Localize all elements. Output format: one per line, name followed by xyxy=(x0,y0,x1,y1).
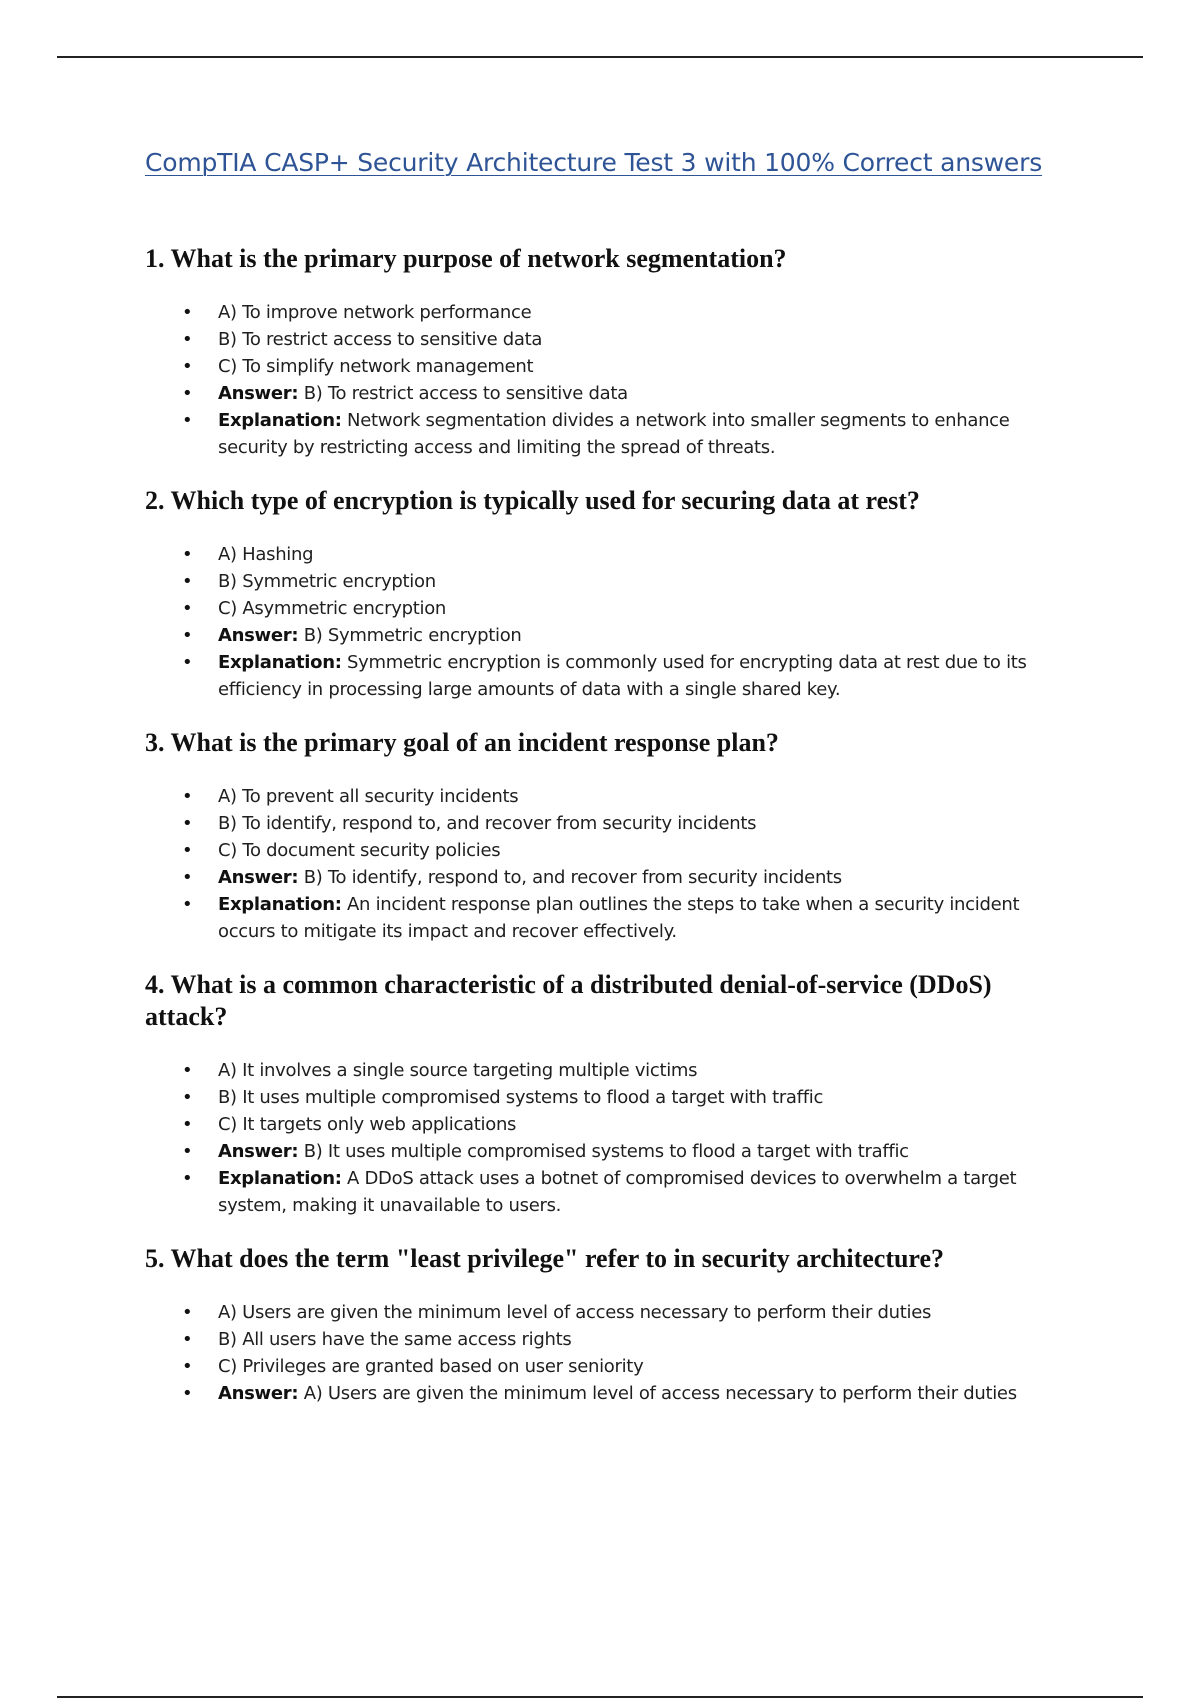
answer-label: Answer: xyxy=(218,383,299,404)
bullet-icon: • xyxy=(182,1356,193,1377)
question-heading: 2. Which type of encryption is typically used for securing data at rest? xyxy=(145,486,920,515)
bullet-icon: • xyxy=(182,356,193,377)
question-3 xyxy=(145,727,1075,945)
option-b: • B) Symmetric encryption xyxy=(145,568,1075,595)
answer-line xyxy=(145,1138,1075,1165)
option-b: • B) All users have the same access rights xyxy=(145,1326,1075,1353)
bullet-icon: • xyxy=(182,867,193,888)
option-b: • B) To identify, respond to, and recover from security incidents xyxy=(145,810,1075,837)
option-list xyxy=(145,299,1075,461)
answer-label: Answer: xyxy=(218,867,299,888)
option-list xyxy=(145,541,1075,703)
explanation-text: Network segmentation divides a network into smaller segments to enhance security by restricting access and limiting the spread of threats. xyxy=(218,410,1010,458)
answer-label: Answer: xyxy=(218,1141,299,1162)
option-a: • A) To improve network performance xyxy=(145,299,1075,326)
bullet-icon: • xyxy=(182,1302,193,1323)
explanation-text: An incident response plan outlines the steps to take when a security incident occurs to mitigate its impact and recover effectively. xyxy=(218,894,1020,942)
answer-text: B) Symmetric encryption xyxy=(303,625,522,646)
bullet-icon: • xyxy=(182,840,193,861)
option-a: • A) Hashing xyxy=(145,541,1075,568)
option-a: • A) To prevent all security incidents xyxy=(145,783,1075,810)
question-heading: 1. What is the primary purpose of network segmentation? xyxy=(145,244,787,273)
footer-rule xyxy=(57,1696,1143,1698)
question-heading: 3. What is the primary goal of an incident response plan? xyxy=(145,728,779,757)
bullet-icon: • xyxy=(182,786,193,807)
option-c: • C) Asymmetric encryption xyxy=(145,595,1075,622)
explanation-label: Explanation: xyxy=(218,410,342,431)
option-a: • A) Users are given the minimum level of access necessary to perform their duties xyxy=(145,1299,1075,1326)
bullet-icon: • xyxy=(182,410,193,431)
option-list xyxy=(145,1299,1075,1407)
option-a: • A) It involves a single source targeting multiple victims xyxy=(145,1057,1075,1084)
answer-line xyxy=(145,1380,1075,1407)
answer-line xyxy=(145,864,1075,891)
bullet-icon: • xyxy=(182,598,193,619)
question-heading: 4. What is a common characteristic of a distributed denial-of-service (DDoS) attack? xyxy=(145,970,992,1031)
option-list xyxy=(145,783,1075,945)
bullet-icon: • xyxy=(182,1383,193,1404)
explanation-line xyxy=(145,891,1075,945)
explanation-line xyxy=(145,649,1075,703)
bullet-icon: • xyxy=(182,1060,193,1081)
bullet-icon: • xyxy=(182,1168,193,1189)
option-b: • B) To restrict access to sensitive data xyxy=(145,326,1075,353)
explanation-label: Explanation: xyxy=(218,1168,342,1189)
bullet-icon: • xyxy=(182,652,193,673)
option-c: • C) To document security policies xyxy=(145,837,1075,864)
bullet-icon: • xyxy=(182,544,193,565)
bullet-icon: • xyxy=(182,383,193,404)
bullet-icon: • xyxy=(182,1141,193,1162)
bullet-icon: • xyxy=(182,329,193,350)
bullet-icon: • xyxy=(182,1329,193,1350)
bullet-icon: • xyxy=(182,1114,193,1135)
document-page xyxy=(145,148,1075,1407)
option-c: • C) To simplify network management xyxy=(145,353,1075,380)
answer-text: B) To restrict access to sensitive data xyxy=(303,383,628,404)
answer-text: B) It uses multiple compromised systems to flood a target with traffic xyxy=(303,1141,909,1162)
answer-text: B) To identify, respond to, and recover from security incidents xyxy=(303,867,842,888)
bullet-icon: • xyxy=(182,813,193,834)
header-rule xyxy=(57,56,1143,58)
bullet-icon: • xyxy=(182,625,193,646)
option-b: • B) It uses multiple compromised systems to flood a target with traffic xyxy=(145,1084,1075,1111)
explanation-line xyxy=(145,407,1075,461)
question-4 xyxy=(145,969,1075,1219)
option-c: • C) Privileges are granted based on user seniority xyxy=(145,1353,1075,1380)
bullet-icon: • xyxy=(182,302,193,323)
bullet-icon: • xyxy=(182,571,193,592)
question-heading: 5. What does the term "least privilege" refer to in security architecture? xyxy=(145,1244,945,1273)
answer-line xyxy=(145,380,1075,407)
bullet-icon: • xyxy=(182,1087,193,1108)
option-list xyxy=(145,1057,1075,1219)
question-5 xyxy=(145,1243,1075,1407)
explanation-label: Explanation: xyxy=(218,652,342,673)
answer-label: Answer: xyxy=(218,625,299,646)
question-2 xyxy=(145,485,1075,703)
explanation-text: A DDoS attack uses a botnet of compromised devices to overwhelm a target system, making it unavailable to users. xyxy=(218,1168,1017,1216)
question-1 xyxy=(145,243,1075,461)
explanation-label: Explanation: xyxy=(218,894,342,915)
answer-text: A) Users are given the minimum level of access necessary to perform their duties xyxy=(303,1383,1017,1404)
option-c: • C) It targets only web applications xyxy=(145,1111,1075,1138)
bullet-icon: • xyxy=(182,894,193,915)
answer-line xyxy=(145,622,1075,649)
explanation-line xyxy=(145,1165,1075,1219)
document-title: CompTIA CASP+ Security Architecture Test 3 with 100% Correct answers xyxy=(145,148,1043,177)
explanation-text: Symmetric encryption is commonly used for encrypting data at rest due to its efficiency in processing large amounts of data with a single shared key. xyxy=(218,652,1027,700)
answer-label: Answer: xyxy=(218,1383,299,1404)
